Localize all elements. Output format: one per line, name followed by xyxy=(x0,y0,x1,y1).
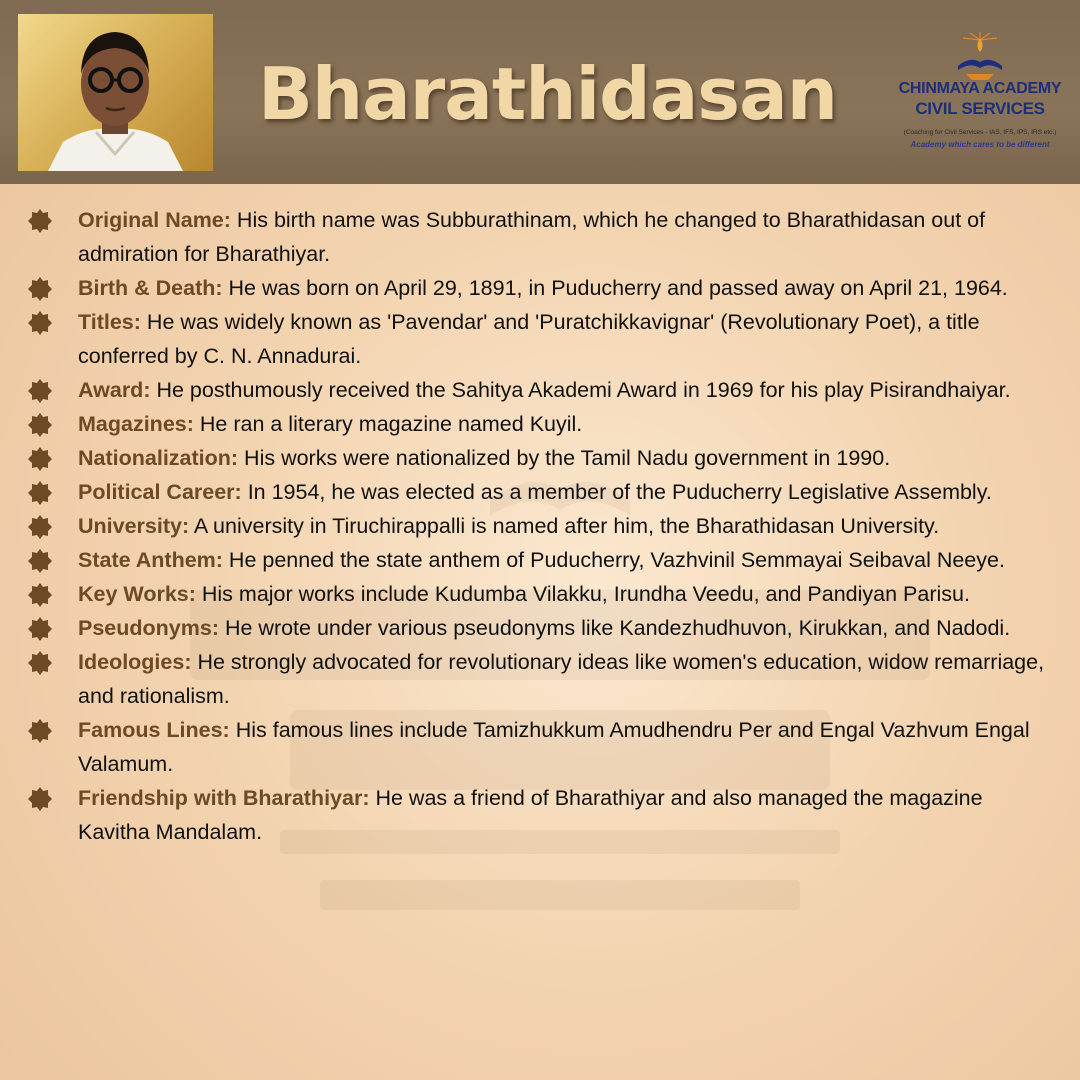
list-item xyxy=(0,441,1080,475)
item-text: His birth name was Subburathinam, which he changed to Bharathidasan out of admiration for Bharathiyar. xyxy=(78,208,986,266)
item-label: Award: xyxy=(78,378,151,402)
item-text: He ran a literary magazine named Kuyil. xyxy=(193,412,583,436)
item-text: He posthumously received the Sahitya Akademi Award in 1969 for his play Pisirandhaiyar. xyxy=(150,378,1011,402)
item-label: Political Career: xyxy=(78,480,242,504)
header-banner xyxy=(0,0,1080,184)
list-item xyxy=(0,407,1080,441)
item-label: Birth & Death: xyxy=(78,276,223,300)
list-item xyxy=(0,203,1080,271)
item-text: In 1954, he was elected as a member of the Puducherry Legislative Assembly. xyxy=(241,480,992,504)
logo-name-line2: CIVIL SERVICES xyxy=(915,99,1045,118)
item-text: He strongly advocated for revolutionary ideas like women's education, widow remarriage, and rationalism. xyxy=(78,650,1045,708)
item-label: Ideologies: xyxy=(78,650,192,674)
gear-bullet-icon xyxy=(28,447,52,471)
item-text: He was born on April 29, 1891, in Puducherry and passed away on April 21, 1964. xyxy=(222,276,1008,300)
gear-bullet-icon xyxy=(28,413,52,437)
gear-bullet-icon xyxy=(28,379,52,403)
list-item xyxy=(0,271,1080,305)
list-item xyxy=(0,305,1080,373)
gear-bullet-icon xyxy=(28,651,52,675)
page-title: Bharathidasan xyxy=(258,52,837,136)
item-label: Nationalization: xyxy=(78,446,239,470)
item-text: His famous lines include Tamizhukkum Amudhendru Per and Engal Vazhvum Engal Valamum. xyxy=(78,718,1030,776)
item-label: University: xyxy=(78,514,190,538)
gear-bullet-icon xyxy=(28,787,52,811)
gear-bullet-icon xyxy=(28,617,52,641)
list-item xyxy=(0,543,1080,577)
item-text: He penned the state anthem of Puducherry, Vazhvinil Semmayai Seibaval Neeye. xyxy=(222,548,1005,572)
item-text: He wrote under various pseudonyms like Kandezhudhuvon, Kirukkan, and Nadodi. xyxy=(218,616,1011,640)
gear-bullet-icon xyxy=(28,481,52,505)
list-item xyxy=(0,645,1080,713)
academy-logo xyxy=(896,30,1064,158)
item-label: Pseudonyms: xyxy=(78,616,219,640)
item-label: State Anthem: xyxy=(78,548,223,572)
list-item xyxy=(0,509,1080,543)
item-label: Key Works: xyxy=(78,582,196,606)
portrait-image xyxy=(18,14,213,171)
item-text: His major works include Kudumba Vilakku, Irundha Veedu, and Pandiyan Parisu. xyxy=(195,582,970,606)
gear-bullet-icon xyxy=(28,719,52,743)
list-item xyxy=(0,475,1080,509)
facts-list xyxy=(0,203,1080,849)
item-label: Friendship with Bharathiyar: xyxy=(78,786,370,810)
lamp-book-icon xyxy=(896,30,1064,82)
list-item xyxy=(0,611,1080,645)
gear-bullet-icon xyxy=(28,515,52,539)
item-text: A university in Tiruchirappalli is named after him, the Bharathidasan University. xyxy=(189,514,940,538)
gear-bullet-icon xyxy=(28,311,52,335)
logo-motto: Academy which cares to be different xyxy=(910,140,1050,149)
item-label: Famous Lines: xyxy=(78,718,230,742)
gear-bullet-icon xyxy=(28,277,52,301)
item-label: Magazines: xyxy=(78,412,194,436)
list-item xyxy=(0,781,1080,849)
gear-bullet-icon xyxy=(28,209,52,233)
logo-name-line1: CHINMAYA ACADEMY xyxy=(898,80,1062,97)
list-item xyxy=(0,577,1080,611)
gear-bullet-icon xyxy=(28,583,52,607)
item-label: Titles: xyxy=(78,310,141,334)
list-item xyxy=(0,373,1080,407)
list-item xyxy=(0,713,1080,781)
portrait-illustration xyxy=(18,14,213,171)
item-text: His works were nationalized by the Tamil Nadu government in 1990. xyxy=(238,446,891,470)
logo-tagline: (Coaching for Civil Services - IAS, IFS, IPS, IRS etc.) xyxy=(903,129,1057,136)
gear-bullet-icon xyxy=(28,549,52,573)
item-text: He was a friend of Bharathiyar and also managed the magazine Kavitha Mandalam. xyxy=(78,786,983,844)
item-label: Original Name: xyxy=(78,208,231,232)
item-text: He was widely known as 'Pavendar' and 'Puratchikkavignar' (Revolutionary Poet), a title conferred by C. N. Annadurai. xyxy=(78,310,980,368)
